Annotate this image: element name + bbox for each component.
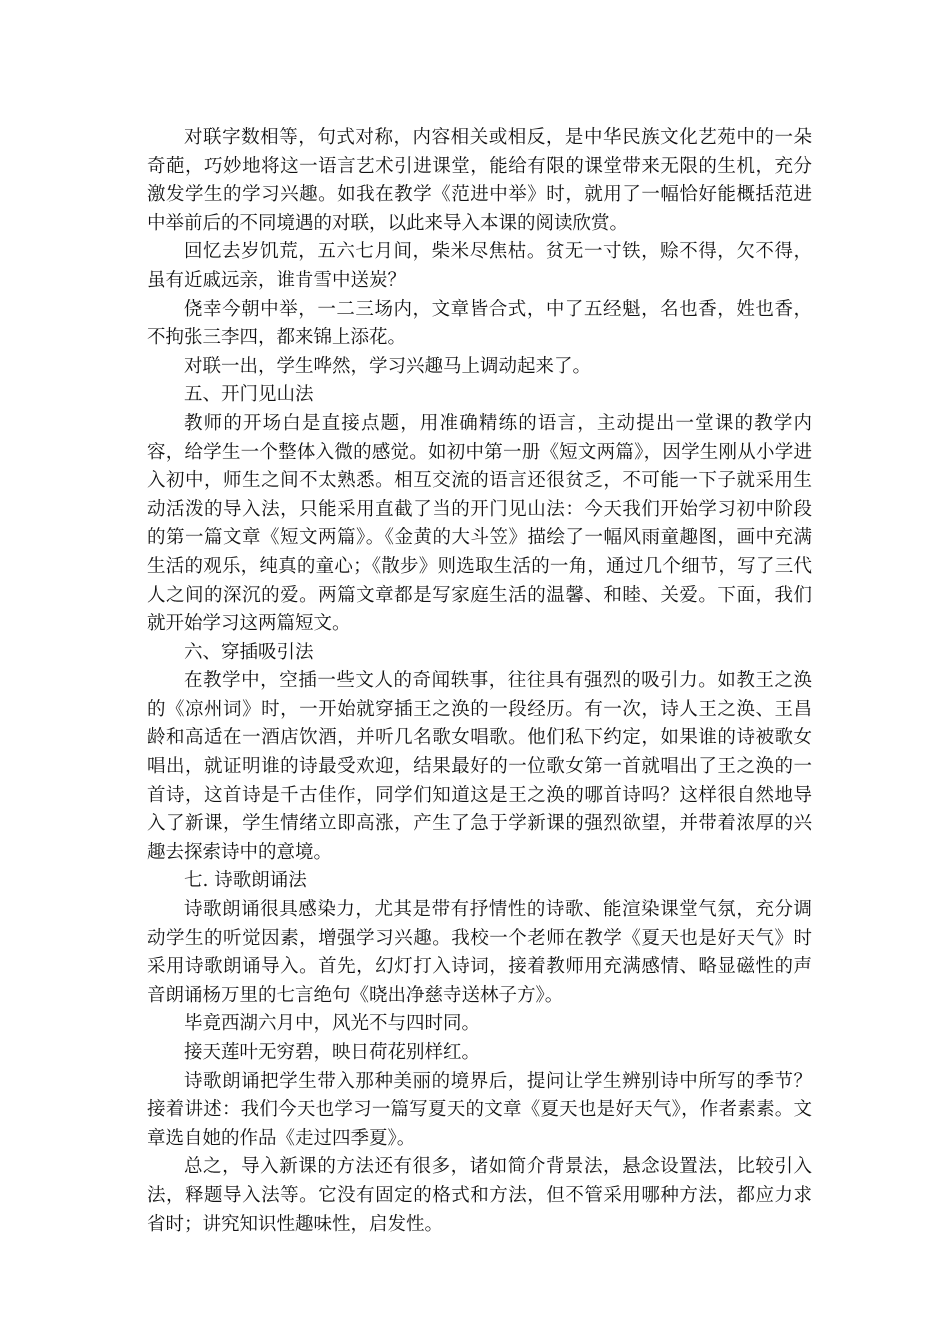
section-heading-6: 六、穿插吸引法 bbox=[184, 641, 314, 663]
paragraph-couplet-second-line: 侥幸今朝中举，一二三场内，文章皆合式，中了五经魁，名也香，姓也香，不拘张三李四，都来锦上添花。 bbox=[147, 298, 812, 349]
paragraph-couplet-effect: 对联一出，学生哗然，学习兴趣马上调动起来了。 bbox=[184, 355, 592, 377]
poem-line-2: 接天莲叶无穷碧，映日荷花别样红。 bbox=[184, 1042, 481, 1063]
paragraph-couplet-intro: 对联字数相等，句式对称，内容相关或相反，是中华民族文化艺苑中的一朵奇葩，巧妙地将这一语言艺术引进课堂，能给有限的课堂带来无限的生机，充分激发学生的学习兴趣。如我在教学《范进中举》时，就用了一幅恰好能概括范进中举前后的不同境遇的对联，以此来导入本课的阅读欣赏。 bbox=[147, 127, 812, 234]
paragraph-couplet-first-line: 回忆去岁饥荒，五六七月间，柴米尽焦枯。贫无一寸铁，赊不得，欠不得，虽有近戚远亲，谁肯雪中送炭？ bbox=[147, 241, 812, 291]
paragraph-anecdote-method: 在教学中，空插一些文人的奇闻轶事，往往具有强烈的吸引力。如教王之涣的《凉州词》时，一开始就穿插王之涣的一段经历。有一次，诗人王之涣、王昌龄和高适在一酒店饮酒，并听几名歌女唱歌。他们私下约定，如果谁的诗被歌女唱出，就证明谁的诗最受欢迎，结果最好的一位歌女第一首就唱出了王之涣的一首诗，这首诗是千古佳作，同学们知道这是王之涣的哪首诗吗？这样很自然地导入了新课，学生情绪立即高涨，产生了急于学新课的强烈欲望，并带着浓厚的兴趣去探索诗中的意境。 bbox=[147, 670, 812, 863]
section-heading-5: 五、开门见山法 bbox=[184, 384, 314, 406]
paragraph-poetry-recital: 诗歌朗诵很具感染力，尤其是带有抒情性的诗歌、能渲染课堂气氛，充分调动学生的听觉因素，增强学习兴趣。我校一个老师在教学《夏天也是好天气》时采用诗歌朗诵导入。首先，幻灯打入诗词，接着教师用充满感情、略显磁性的声音朗诵杨万里的七言绝句《晓出净慈寺送林子方》。 bbox=[147, 899, 812, 1006]
paragraph-poetry-followup: 诗歌朗诵把学生带入那种美丽的境界后，提问让学生辨别诗中所写的季节？接着讲述：我们今天也学习一篇写夏天的文章《夏天也是好天气》，作者素素。文章选自她的作品《走过四季夏》。 bbox=[147, 1070, 812, 1149]
section-heading-7: 七. 诗歌朗诵法 bbox=[184, 870, 307, 892]
document-page bbox=[147, 124, 812, 1239]
paragraph-direct-method: 教师的开场白是直接点题，用准确精练的语言，主动提出一堂课的教学内容，给学生一个整体入微的感觉。如初中第一册《短文两篇》，因学生刚从小学进入初中，师生之间不太熟悉。相互交流的语言还很贫乏，不可能一下子就采用生动活泼的导入法，只能采用直截了当的开门见山法：今天我们开始学习初中阶段的第一篇文章《短文两篇》。《金黄的大斗笠》描绘了一幅风雨童趣图，画中充满生活的观乐，纯真的童心；《散步》则选取生活的一角，通过几个细节，写了三代人之间的深沉的爱。两篇文章都是写家庭生活的温馨、和睦、关爱。下面，我们就开始学习这两篇短文。 bbox=[147, 412, 812, 635]
poem-line-1: 毕竟西湖六月中，风光不与四时同。 bbox=[184, 1013, 481, 1035]
paragraph-conclusion: 总之，导入新课的方法还有很多，诸如简介背景法，悬念设置法，比较引入法，释题导入法等。它没有固定的格式和方法，但不管采用哪种方法，都应力求省时；讲究知识性趣味性，启发性。 bbox=[147, 1156, 812, 1235]
